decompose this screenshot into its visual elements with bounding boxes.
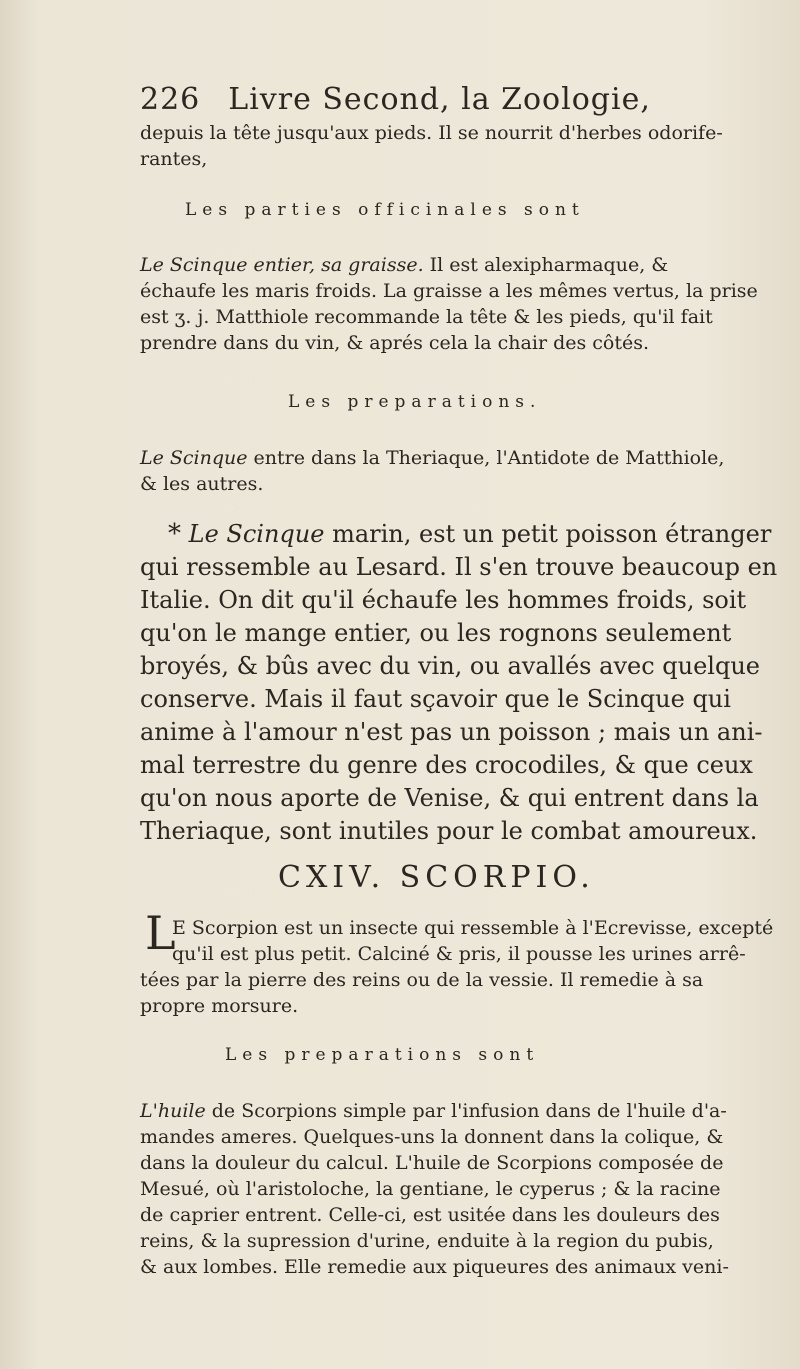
running-header [140,82,651,117]
text-line: L'huile de Scorpions simple par l'infusion dans de l'huile d'a- [140,1100,727,1122]
page-number: 226 [140,82,201,117]
intro-line: depuis la tête jusqu'aux pieds. Il se nourrit d'herbes odorife- [140,122,723,144]
intro-line: rantes, [140,148,208,170]
text-line: mandes ameres. Quelques-uns la donnent dans la colique, & [140,1126,724,1148]
section-heading: Les parties officinales sont [185,200,585,220]
text-line: anime à l'amour n'est pas un poisson ; mais un ani- [140,718,763,746]
text-line: conserve. Mais il faut sçavoir que le Scinque qui [140,685,731,713]
text-line: qu'on le mange entier, ou les rognons seulement [140,619,732,647]
text-line: Mesué, où l'aristoloche, la gentiane, le cyperus ; & la racine [140,1178,721,1200]
text-line: est ʒ. j. Matthiole recommande la tête & les pieds, qu'il fait [140,306,713,328]
drop-cap: L [145,906,176,960]
text-line: qui ressemble au Lesard. Il s'en trouve beaucoup en [140,553,778,581]
text-line: tées par la pierre des reins ou de la vessie. Il remedie à sa [140,969,704,991]
text-line: broyés, & bûs avec du vin, ou avallés avec quelque [140,652,760,680]
text-line: Theriaque, sont inutiles pour le combat amoureux. [140,817,758,845]
asterisk-marker: * [168,519,181,549]
note-first-line [168,518,771,551]
text-line: propre morsure. [140,995,299,1017]
text-line: dans la douleur du calcul. L'huile de Scorpions composée de [140,1152,724,1174]
text-line: E Scorpion est un insecte qui ressemble à l'Ecrevisse, excepté [172,917,774,939]
text-line: Le Scinque entier, sa graisse. Il est alexipharmaque, & [140,254,669,276]
text-line: échaufe les maris froids. La graisse a les mêmes vertus, la prise [140,280,758,302]
chapter-title: CXIV. SCORPIO. [278,860,595,895]
running-title: Livre Second, la Zoologie, [228,82,651,117]
text-line: de caprier entrent. Celle-ci, est usitée dans les douleurs des [140,1204,720,1226]
text-line: qu'il est plus petit. Calciné & pris, il pousse les urines arrê- [172,943,746,965]
text-line: mal terrestre du genre des crocodiles, & que ceux [140,751,753,779]
text-line: Le Scinque marin, est un petit poisson étranger [188,520,772,548]
text-line: reins, & la supression d'urine, enduite à la region du pubis, [140,1230,714,1252]
text-line: Le Scinque entre dans la Theriaque, l'Antidote de Matthiole, [140,447,725,469]
text-line: qu'on nous aporte de Venise, & qui entrent dans la [140,784,759,812]
text-line: & les autres. [140,473,264,495]
text-line: Italie. On dit qu'il échaufe les hommes froids, soit [140,586,747,614]
section-heading: Les preparations sont [225,1045,540,1065]
text-line: prendre dans du vin, & aprés cela la chair des côtés. [140,332,650,354]
text-line: & aux lombes. Elle remedie aux piqueures des animaux veni- [140,1256,729,1278]
section-heading: Les preparations. [288,392,542,412]
